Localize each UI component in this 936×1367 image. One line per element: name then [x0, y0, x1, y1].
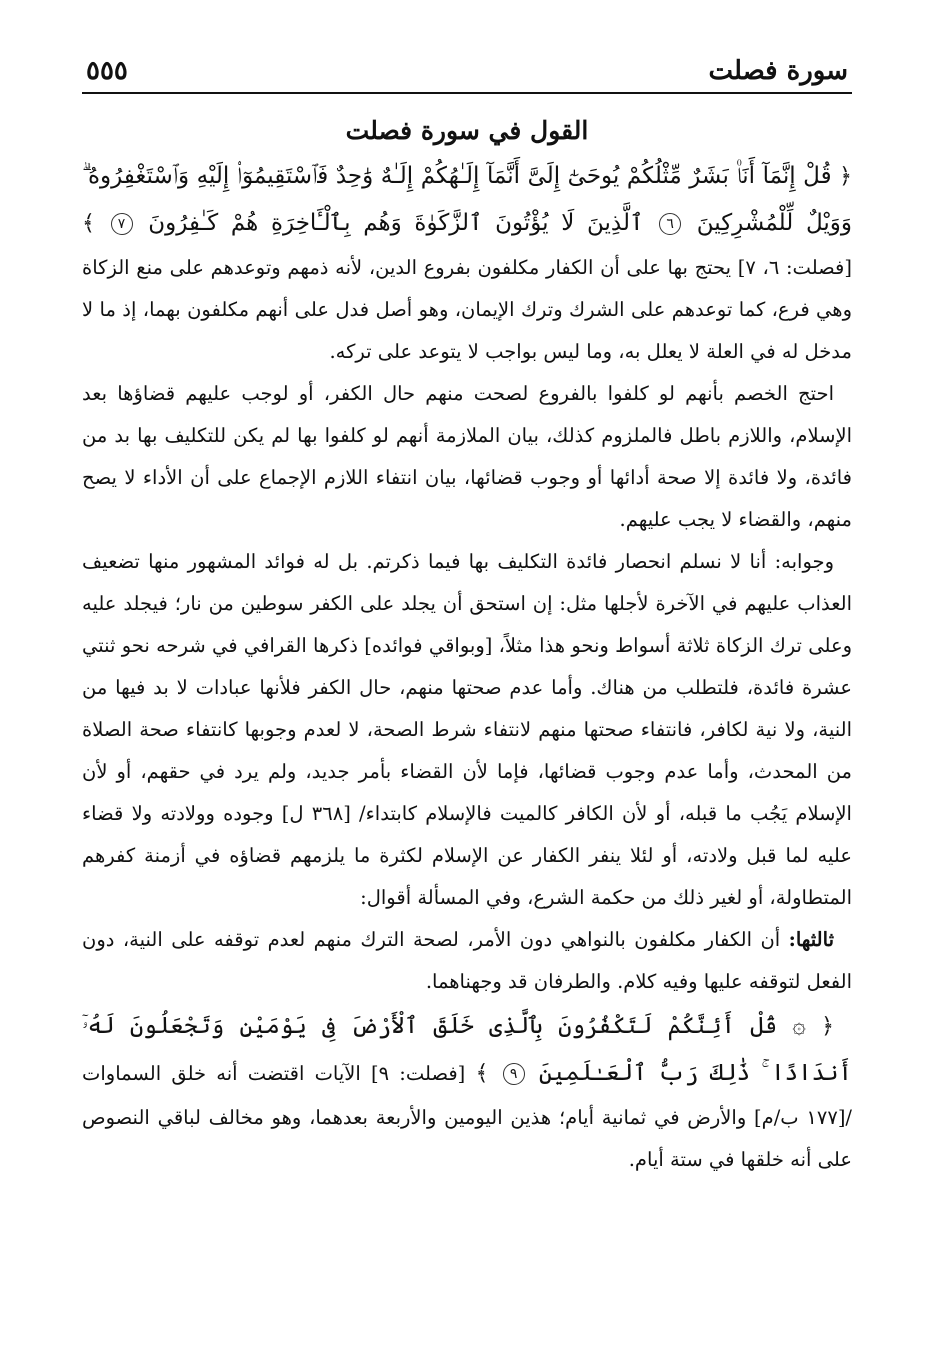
page-number: ٥٥٥ — [86, 56, 128, 86]
surah-name-header: سورة فصلت — [708, 56, 848, 86]
running-header — [82, 40, 852, 94]
paragraph-verse-9 — [82, 1003, 852, 1181]
third-view-text: أن الكفار مكلفون بالنواهي دون الأمر، لصحة الترك منهم لعدم توقفه على النية، دون الفعل لتوقفه عليها وفيه كلام. والطرفان قد وجهناهما. — [82, 928, 852, 993]
ayah-number-7: ٧ — [111, 213, 133, 235]
paragraph-answer: وجوابه: أنا لا نسلم انحصار فائدة التكليف بها فيما ذكرتم. بل له فوائد المشهور منها تضعيف العذاب عليهم في الآخرة لأجلها مثل: إن استحق أن يجلد على الكفر سوطين من نار؛ فيجلد عليه وعلى ترك الزكاة ثلاثة أسواط ونحو هذا مثلاً، [وبواقي فوائده] ذكرها القرافي في شرحه نحو ثنتي عشرة فائدة، فلتطلب من هناك. وأما عدم صحتها منهم، حال الكفر فلأنها عبادات لا بد فيها من النية، ولا نية لكافر، فانتفاء صحتها منهم لانتفاء شرط الصحة، لا لعدم وجوبها كانتفاء صحة الصلاة من المحدث، وأما عدم وجوب قضائها، فإما لأن القضاء بأمر جديد، ولم يرد في حقهم، أو لأن الإسلام يَجُب ما قبله، أو لأن الكافر كالميت فالإسلام كابتداء/ [٣٦٨ ل] وجوده وولادته ولا قضاء عليه لما قبل ولادته، أو لئلا ينفر الكفار عن الإسلام لكثرة ما يلزمهم قضاؤه في أزمنة كفرهم المتطاولة، أو لغير ذلك من حكمة الشرع، وفي المسألة أقوال: — [82, 550, 852, 909]
book-page — [82, 40, 852, 1181]
commentary-6-7: [فصلت: ٦، ٧] يحتج بها على أن الكفار مكلفون بفروع الدين، لأنه ذمهم وتوعدهم على منع الزكاة وهي فرع، كما توعدهم على الشرك وترك الإيمان، وهو أصل فدل على أنهم مكلفون بهما، إذ ما لا مدخل له في العلة لا يعلل به، وما ليس بواجب لا يتوعد على تركه. — [82, 256, 852, 363]
lead-word: ثالثها: — [788, 928, 834, 951]
section-title: القول في سورة فصلت — [345, 116, 589, 145]
verse-text-7: ٱلَّذِينَ لَا يُؤْتُونَ ٱلزَّكَوٰةَ وَهُم بِٱلْـَٔاخِرَةِ هُمْ كَـٰفِرُونَ — [148, 210, 644, 236]
quran-quote-6-7 — [82, 163, 852, 236]
close-bracket: ﴾ — [475, 1061, 489, 1086]
open-bracket: ﴿ — [839, 164, 852, 189]
commentary-9: [فصلت: ٩] الآيات اقتضت أنه خلق السماوات /[١٧٧ ب/م] والأرض في ثمانية أيام؛ هذين اليومين والأربعة بعدهما، وهو مخالف لباقي النصوص على أنه خلقها في ستة أيام. — [82, 1062, 852, 1171]
verse-text-9: ۞ قُلْ أَئِنَّكُمْ لَتَكْفُرُونَ بِٱلَّذِى خَلَقَ ٱلْأَرْضَ فِى يَوْمَيْنِ وَتَجْعَلُونَ لَهُۥٓ أَندَادًا ۚ ذَٰلِكَ رَبُّ ٱلْعَـٰلَمِينَ — [82, 1013, 853, 1086]
open-bracket: ﴿ — [821, 1014, 834, 1039]
verse-text-6: قُلْ إِنَّمَآ أَنَا۠ بَشَرٌ مِّثْلُكُمْ يُوحَىٰٓ إِلَىَّ أَنَّمَآ إِلَـٰهُكُمْ إِلَـٰهٌ وَٰحِدٌ فَٱسْتَقِيمُوٓا۟ إِلَيْهِ وَٱسْتَغْفِرُوهُ ۗ وَوَيْلٌ لِّلْمُشْرِكِينَ — [82, 163, 852, 236]
paragraph-verse-6-7 — [82, 153, 852, 373]
close-bracket: ﴾ — [82, 211, 95, 236]
paragraph-third-view — [82, 919, 852, 1003]
paragraph-objection: احتج الخصم بأنهم لو كلفوا بالفروع لصحت منهم حال الكفر، أو لوجب عليهم قضاؤها بعد الإسلام، واللازم باطل فالملزوم كذلك، بيان الملازمة أنهم لو كلفوا بها لم يكن للتكليف بها بد من فائدة، ولا فائدة إلا صحة أدائها أو وجوب قضائها، بيان انتفاء اللازم الإجماع على أن الأداء لا يصح منهم، والقضاء لا يجب عليهم. — [82, 382, 852, 531]
ayah-number-6: ٦ — [659, 213, 681, 235]
ayah-number-9: ٩ — [503, 1063, 525, 1085]
main-text — [82, 153, 852, 1181]
